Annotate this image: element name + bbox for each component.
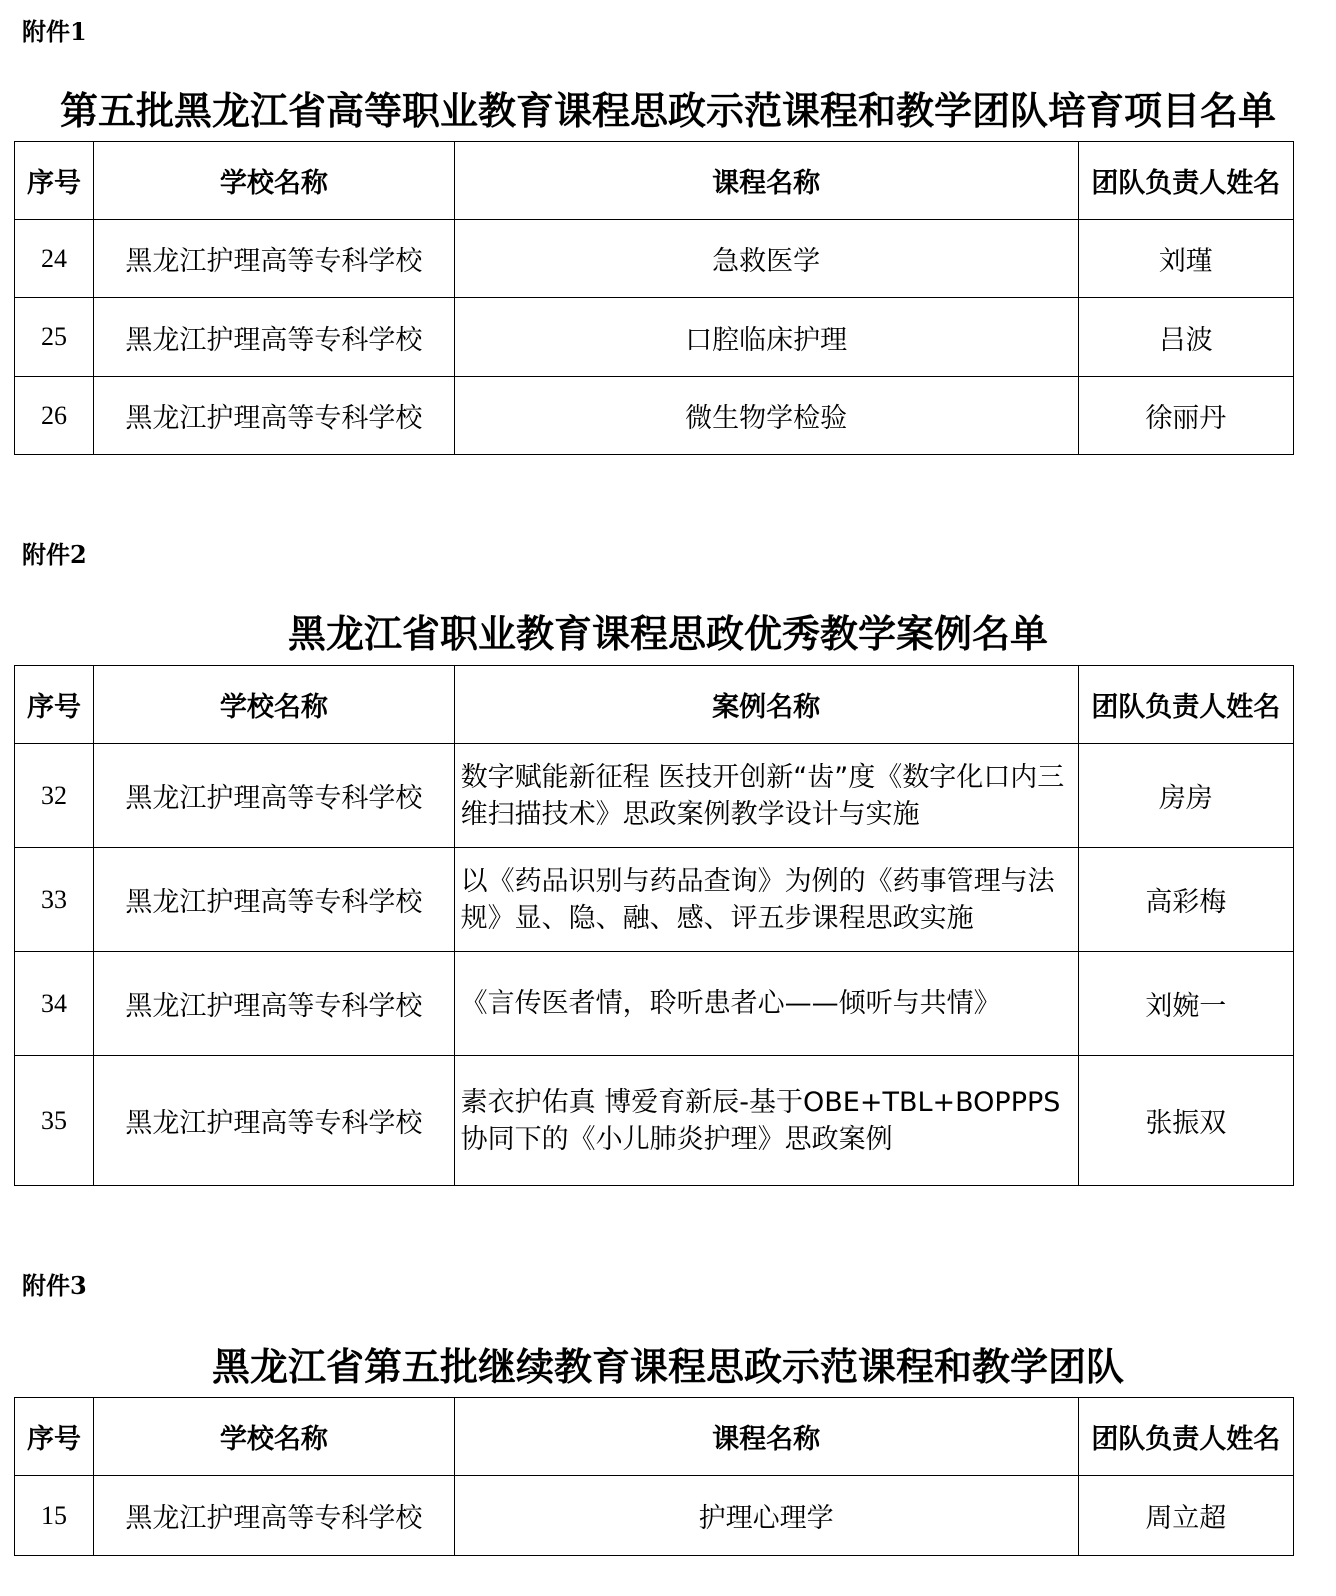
- row-no: 25: [15, 298, 94, 377]
- header-case: 案例名称: [454, 666, 1078, 744]
- row-leader: 房房: [1078, 744, 1293, 848]
- header-no: 序号: [15, 142, 94, 220]
- table-row: [15, 952, 1294, 1056]
- row-leader: 张振双: [1078, 1056, 1293, 1186]
- header-no: 序号: [15, 666, 94, 744]
- table-3: [14, 1397, 1294, 1556]
- section-title-3: 黑龙江省第五批继续教育课程思政示范课程和教学团队: [211, 1344, 1124, 1389]
- row-no: 32: [15, 744, 94, 848]
- header-leader: 团队负责人姓名: [1078, 1398, 1293, 1476]
- section-title-2: 黑龙江省职业教育课程思政优秀教学案例名单: [287, 611, 1048, 656]
- table-row: [15, 298, 1294, 377]
- header-course: 课程名称: [454, 1398, 1078, 1476]
- row-school: 黑龙江护理高等专科学校: [94, 1056, 455, 1186]
- table-row: [15, 377, 1294, 455]
- row-school: 黑龙江护理高等专科学校: [94, 952, 455, 1056]
- row-leader: 周立超: [1078, 1476, 1293, 1556]
- row-school: 黑龙江护理高等专科学校: [94, 848, 455, 952]
- header-course: 课程名称: [454, 142, 1078, 220]
- table-header-row: [15, 666, 1294, 744]
- header-leader: 团队负责人姓名: [1078, 666, 1293, 744]
- row-no: 24: [15, 220, 94, 298]
- row-school: 黑龙江护理高等专科学校: [94, 220, 455, 298]
- row-leader: 吕波: [1078, 298, 1293, 377]
- table-row: [15, 1476, 1294, 1556]
- table-row: [15, 848, 1294, 952]
- row-no: 33: [15, 848, 94, 952]
- row-no: 15: [15, 1476, 94, 1556]
- row-case: 《言传医者情，聆听患者心——倾听与共情》: [454, 952, 1078, 1056]
- row-case: 数字赋能新征程 医技开创新“齿”度《数字化口内三维扫描技术》思政案例教学设计与实施: [454, 744, 1078, 848]
- header-school: 学校名称: [94, 1398, 455, 1476]
- table-1: [14, 141, 1294, 455]
- row-no: 26: [15, 377, 94, 455]
- row-no: 34: [15, 952, 94, 1056]
- section-title-1: 第五批黑龙江省高等职业教育课程思政示范课程和教学团队培育项目名单: [59, 88, 1276, 133]
- row-school: 黑龙江护理高等专科学校: [94, 298, 455, 377]
- table-row: [15, 220, 1294, 298]
- row-school: 黑龙江护理高等专科学校: [94, 744, 455, 848]
- table-header-row: [15, 1398, 1294, 1476]
- table-2: [14, 665, 1294, 1186]
- row-course: 微生物学检验: [454, 377, 1078, 455]
- table-row: [15, 744, 1294, 848]
- attachment-label-2: 附件2: [22, 540, 87, 569]
- attachment-label-3: 附件3: [22, 1271, 87, 1300]
- row-school: 黑龙江护理高等专科学校: [94, 377, 455, 455]
- row-case: 素衣护佑真 博爱育新辰-基于OBE+TBL+BOPPPS协同下的《小儿肺炎护理》思政案例: [454, 1056, 1078, 1186]
- row-no: 35: [15, 1056, 94, 1186]
- attachment-label-1: 附件1: [22, 17, 87, 46]
- row-leader: 刘婉一: [1078, 952, 1293, 1056]
- table-header-row: [15, 142, 1294, 220]
- row-course: 护理心理学: [454, 1476, 1078, 1556]
- header-no: 序号: [15, 1398, 94, 1476]
- row-leader: 高彩梅: [1078, 848, 1293, 952]
- row-school: 黑龙江护理高等专科学校: [94, 1476, 455, 1556]
- header-school: 学校名称: [94, 666, 455, 744]
- row-course: 急救医学: [454, 220, 1078, 298]
- header-leader: 团队负责人姓名: [1078, 142, 1293, 220]
- table-row: [15, 1056, 1294, 1186]
- row-case: 以《药品识别与药品查询》为例的《药事管理与法规》显、隐、融、感、评五步课程思政实施: [454, 848, 1078, 952]
- row-leader: 徐丽丹: [1078, 377, 1293, 455]
- row-leader: 刘瑾: [1078, 220, 1293, 298]
- header-school: 学校名称: [94, 142, 455, 220]
- row-course: 口腔临床护理: [454, 298, 1078, 377]
